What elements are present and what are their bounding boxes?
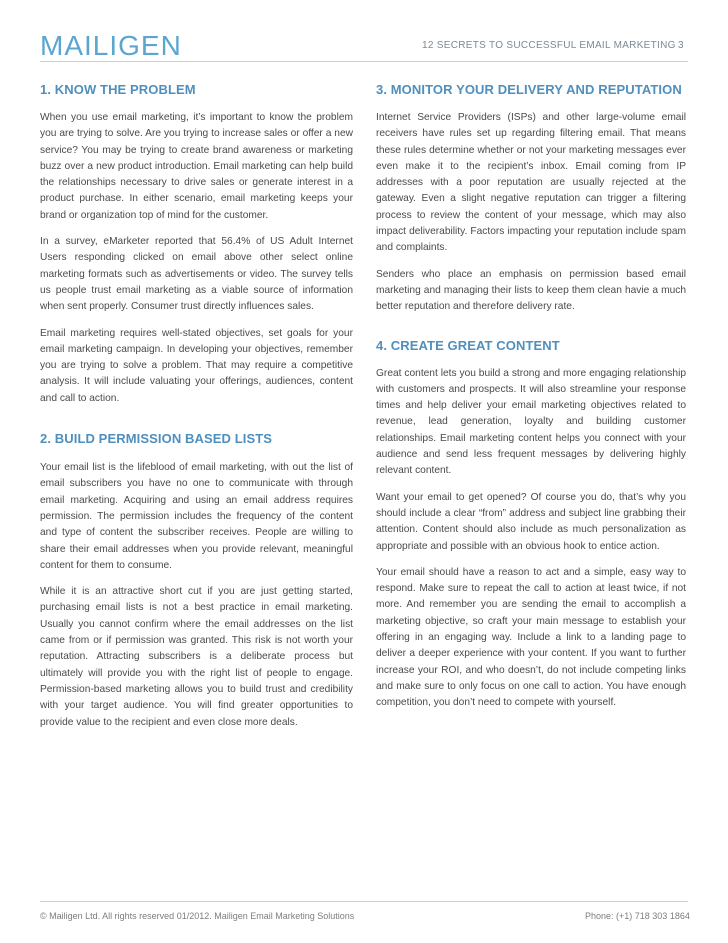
paragraph: Your email should have a reason to act and a simple, easy way to respond. Make sure to repeat the call to action at least twice, if not more. And remember you are sending the email to accomplish a marketing objective, so craft your main message to establish your offering in an engaging way. Include a link to a landing page to deliver a deeper experience with your content. If you want to further increase your ROI, and who doesn’t, do not include competing links and make sure to only focus on one call to action. You have enough competition, you don’t need to compete with yourself. xyxy=(376,566,686,709)
section-heading-know-problem: 1. KNOW THE PROBLEM xyxy=(40,82,196,97)
paragraph: Great content lets you build a strong and more engaging relationship with customers and prospects. It will also streamline your response times and help deliver your email marketing objectives related to revenue, lead generation, loyalty and building customer relationships. Email marketing content helps you connect with your audience and send less frequent messages by delivering highly relevant content. xyxy=(376,367,686,477)
left-column xyxy=(40,82,353,731)
paragraph: Want your email to get opened? Of course you do, that’s why you should include a clear “from” address and subject line grabbing their attention. Content should also include as much personalization as appropriate and possible with an obvious hook to entice action. xyxy=(376,491,686,552)
paragraph: Email marketing requires well-stated objectives, set goals for your email marketing campaign. In developing your objectives, remember you are trying to solve a problem. That may require a competitive analysis. It will include valuating your offerings, audiences, content and call to action. xyxy=(40,327,353,404)
mailigen-logo: MAILIGEN xyxy=(40,30,182,61)
document-title: 12 SECRETS TO SUCCESSFUL EMAIL MARKETING xyxy=(422,40,676,51)
footer-copyright: © Mailigen Ltd. All rights reserved 01/2012. Mailigen Email Marketing Solutions xyxy=(40,911,355,921)
paragraph: When you use email marketing, it’s important to know the problem you are trying to solve. Are you trying to increase sales or offer a new service? You may be trying to create brand awareness or marketing buzz over a new product introduction. Email marketing can help build the relationships necessary to drive sales or generate interest in a product purchase. In either scenario, email marketing keeps your brand or organization top of mind for the customer. xyxy=(40,112,353,221)
paragraph: In a survey, eMarketer reported that 56.4% of US Adult Internet Users responding clicked on email above other select online marketing formats such as advertisements or video. The survey tells us people trust email marketing as a viable source of information when sent properly. Consumer trust directly influences sales. xyxy=(40,236,353,313)
paragraph: While it is an attractive short cut if you are just getting started, purchasing email lists is not a best practice in email marketing. Usually you cannot confirm where the email addresses on the list came from or if permission was granted. This risk is not worth your reputation. Attracting subscribers is a deliberate process but ultimately will provide you with the right list of people to engage. Permission-based marketing allows you to build trust and credibility with your target audience. You will find greater opportunities to provide value to the recipient and even close more deals. xyxy=(40,586,353,728)
section-heading-great-content: 4. CREATE GREAT CONTENT xyxy=(376,337,560,353)
right-column xyxy=(376,82,686,712)
footer-phone: Phone: (+1) 718 303 1864 xyxy=(585,911,690,921)
page-number: 3 xyxy=(678,40,684,51)
section-heading-permission-lists: 2. BUILD PERMISSION BASED LISTS xyxy=(40,431,273,447)
section-heading-delivery-reputation: 3. MONITOR YOUR DELIVERY AND REPUTATION xyxy=(376,82,682,97)
paragraph: Internet Service Providers (ISPs) and other large-volume email receivers have rules set up regarding filtering email. That means these rules determine whether or not your marketing messages ever even make it to the recipient’s inbox. Email coming from IP addresses with a poor reputation are usually rejected at the gateway. Even a slight negative reputation can trigger a filtering process to review the content of your message, which may also impact deliverability. Factors impacting your reputation include spam and complaints. xyxy=(376,112,686,254)
footer-divider xyxy=(40,901,688,902)
paragraph: Senders who place an emphasis on permission based email marketing and managing their lists to keep them clean havie a much better reputation and therefore delivery rate. xyxy=(376,268,686,313)
header-divider xyxy=(40,61,688,62)
paragraph: Your email list is the lifeblood of email marketing, with out the list of email subscribers you have no one to communicate with through email marketing. Acquiring and using an email address requires permission. The permission includes the frequency of the content and type of content the subscriber receives. People are willing to share their email addresses when you provide relevant, meaningful content for them to consume. xyxy=(40,462,353,571)
